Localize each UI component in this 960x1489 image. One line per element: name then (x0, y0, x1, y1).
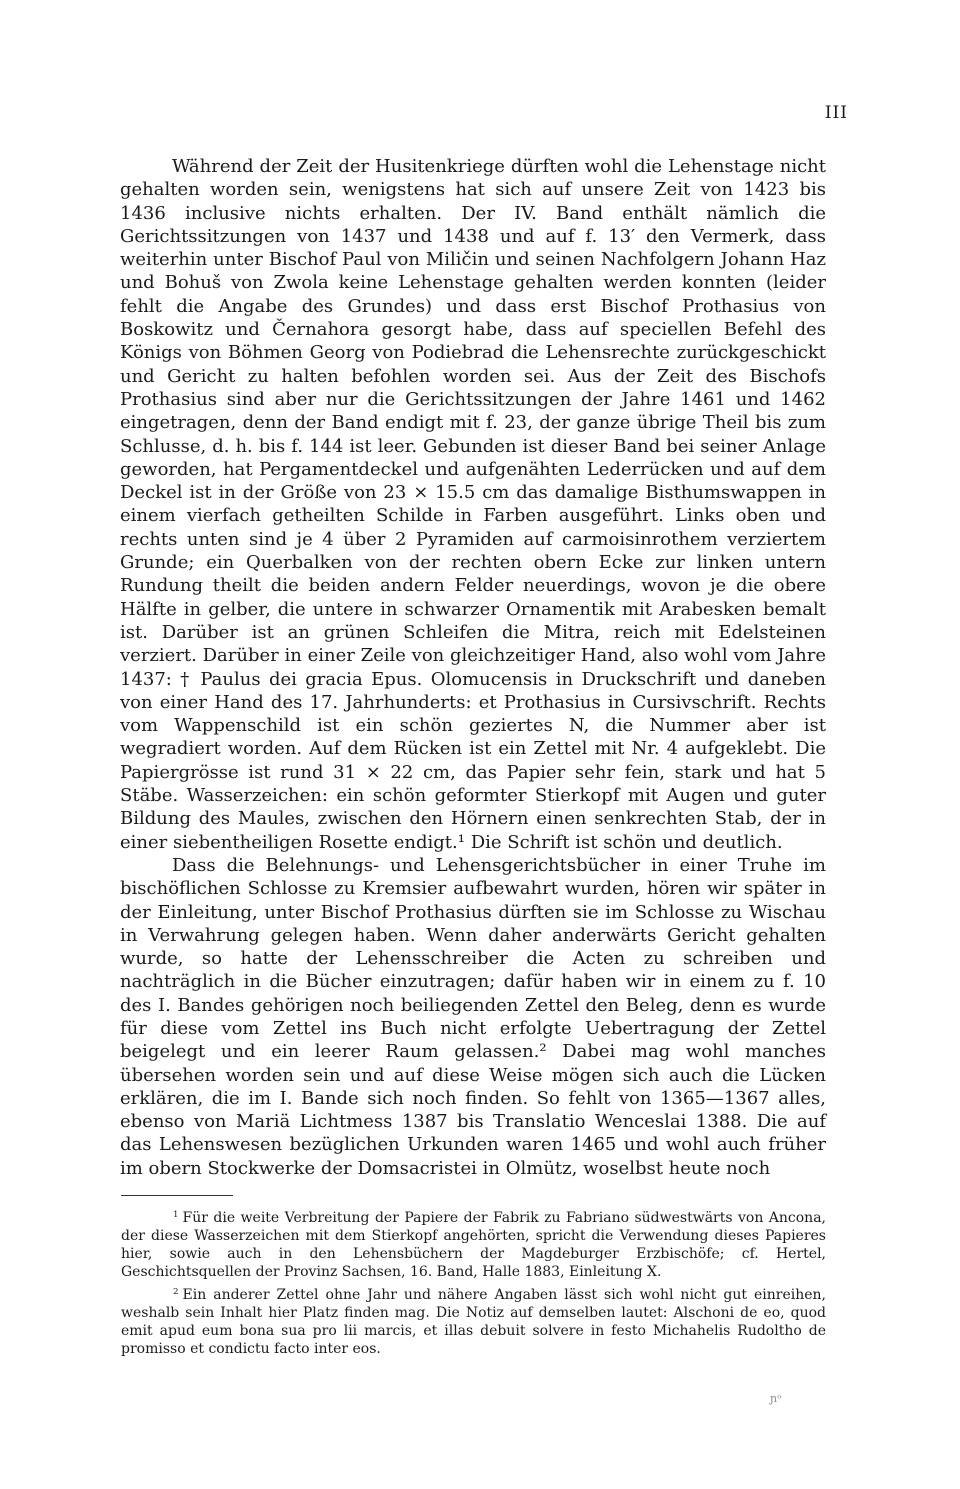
footnote-mark: 1 (173, 1210, 179, 1220)
page-number: III (824, 103, 848, 123)
margin-mark: ɲᵒ (770, 1392, 782, 1405)
footnote-divider (121, 1195, 233, 1196)
footnote (121, 1206, 826, 1281)
footnote-text: Ein anderer Zettel ohne Jahr und nähere Angaben lässt sich wohl nicht gut einreihen, weshalb sein Inhalt hier Platz finden mag. Die Notiz auf demselben lautet: Alschoni de eo, quod emit apud eum bona sua pro lii marcis, et illas debuit solvere in festo Michahelis Rudoltho de promisso et condictu facto inter eos. (121, 1286, 826, 1358)
footnote-text: Für die weite Verbreitung der Papiere der Fabrik zu Fabriano südwestwärts von Ancona, der diese Wasserzeichen mit dem Stierkopf angehörten, spricht die Verwendung dieses Papieres hier, sowie auch in den Lehensbüchern der Magdeburger Erzbischöfe; cf. Hertel, Geschichtsquellen der Provinz Sachsen, 16. Band, Halle 1883, Einleitung X. (121, 1209, 826, 1281)
main-text (120, 155, 826, 1180)
footnote-mark: 2 (173, 1287, 179, 1298)
footnotes (121, 1206, 826, 1360)
paragraph: Dass die Belehnungs- und Lehensgerichtsbücher in einer Truhe im bischöflichen Schlosse zu Kremsier aufbewahrt wurden, hören wir später in der Einleitung, unter Bischof Prothasius dürften sie im Schlosse zu Wischau in Verwahrung gelegen haben. Wenn daher anderwärts Gericht gehalten wurde, so hatte der Lehensschreiber die Acten zu schreiben und nachträglich in die Bücher einzutragen; dafür haben wir in einem zu f. 10 des I. Bandes gehörigen noch beiliegenden Zettel den Beleg, denn es wurde für diese vom Zettel ins Buch nicht erfolgte Uebertragung der Zettel beigelegt und ein leerer Raum gelassen.² Dabei mag wohl manches übersehen worden sein und auf diese Weise mögen sich auch die Lücken erklären, die im I. Bande sich noch finden. So fehlt von 1365—1367 alles, ebenso von Mariä Lichtmess 1387 bis Translatio Wenceslai 1388. Die auf das Lehenswesen bezüglichen Urkunden waren 1465 und wohl auch früher im obern Stockwerke der Domsacristei in Olmütz, woselbst heute noch (120, 854, 826, 1179)
footnote (121, 1283, 826, 1358)
paragraph: Während der Zeit der Husitenkriege dürften wohl die Lehenstage nicht gehalten worden sein, wenigstens hat sich auf unsere Zeit von 1423 bis 1436 inclusive nichts erhalten. Der IV. Band enthält nämlich die Gerichtssitzungen von 1437 und 1438 und auf f. 13′ den Vermerk, dass weiterhin unter Bischof Paul von Miličin und seinen Nachfolgern Johann Haz und Bohuš von Zwola keine Lehenstage gehalten werden konnten (leider fehlt die Angabe des Grundes) und dass erst Bischof Prothasius von Boskowitz und Černahora gesorgt habe, dass auf speciellen Befehl des Königs von Böhmen Georg von Podiebrad die Lehensrechte zurückgeschickt und Gericht zu halten befohlen worden sei. Aus der Zeit des Bischofs Prothasius sind aber nur die Gerichtssitzungen der Jahre 1461 und 1462 eingetragen, denn der Band endigt mit f. 23, der ganze übrige Theil bis zum Schlusse, d. h. bis f. 144 ist leer. Gebunden ist dieser Band bei seiner Anlage geworden, hat Pergamentdeckel und aufgenähten Lederrücken und auf dem Deckel ist in der Größe von 23 × 15.5 cm das damalige Bisthumswappen in einem vierfach getheilten Schilde in Farben ausgeführt. Links oben und rechts unten sind je 4 über 2 Pyramiden auf carmoisinrothem verziertem Grunde; ein Querbalken von der rechten obern Ecke zur linken untern Rundung theilt die beiden andern Felder neuerdings, wovon je die obere Hälfte in gelber, die untere in schwarzer Ornamentik mit Arabesken bemalt ist. Darüber ist an grünen Schleifen die Mitra, reich mit Edelsteinen verziert. Darüber in einer Zeile von gleichzeitiger Hand, also wohl vom Jahre 1437: † Paulus dei gracia Epus. Olomucensis in Druckschrift und daneben von einer Hand des 17. Jahrhunderts: et Prothasius in Cursivschrift. Rechts vom Wappenschild ist ein schön geziertes N, die Nummer aber ist wegradiert worden. Auf dem Rücken ist ein Zettel mit Nr. 4 aufgeklebt. Die Papiergrösse ist rund 31 × 22 cm, das Papier sehr fein, stark und hat 5 Stäbe. Wasserzeichen: ein schön geformter Stierkopf mit Augen und guter Bildung des Maules, zwischen den Hörnern einen senkrechten Stab, der in einer siebentheiligen Rosette endigt.¹ Die Schrift ist schön und deutlich. (120, 156, 826, 853)
